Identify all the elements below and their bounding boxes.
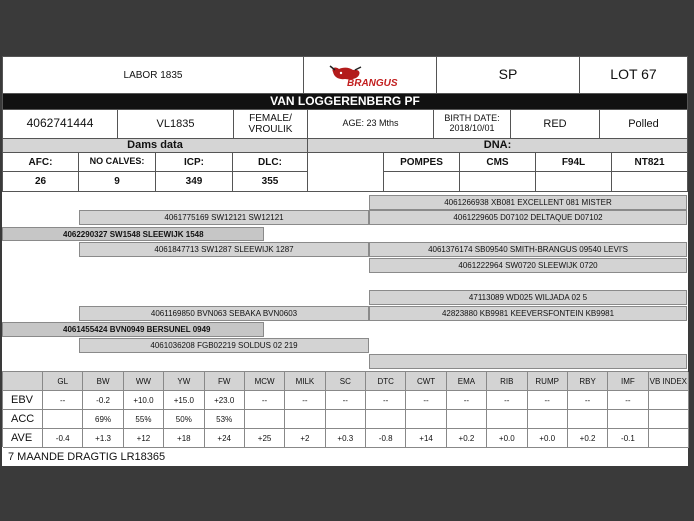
color-cell	[510, 109, 600, 139]
ebv-value-cell: +0.2	[568, 429, 608, 448]
birth-date: 2018/10/01	[449, 123, 495, 133]
sex-cell	[233, 109, 308, 139]
calves-label-cell	[78, 152, 156, 172]
ebv-value-cell	[366, 410, 406, 429]
ebv-value-cell: -0.4	[43, 429, 83, 448]
ebv-value-cell	[285, 410, 325, 429]
dlc-label: DLC:	[258, 156, 282, 168]
ebv-value-cell	[528, 410, 568, 429]
icp-label-cell	[155, 152, 233, 172]
ebv-value-cell: +12	[124, 429, 164, 448]
pedigree-sire-sire	[79, 210, 369, 225]
ebv-value-cell: +15.0	[164, 391, 204, 410]
ebv-value-cell: +10.0	[124, 391, 164, 410]
animal-sex: FEMALE/ VROULIK	[248, 113, 293, 135]
animal-tag-cell	[117, 109, 234, 139]
ebv-value-cell: --	[528, 391, 568, 410]
animal-tag: VL1835	[156, 117, 195, 130]
ebv-value-cell: --	[366, 391, 406, 410]
pedigree-text: 4061222964 SW0720 SLEEWIJK 0720	[458, 261, 598, 270]
polled-cell	[599, 109, 688, 139]
ebv-value-cell: -0.1	[608, 429, 648, 448]
ebv-value-cell: +1.3	[83, 429, 123, 448]
birth-cell	[433, 109, 511, 139]
ebv-value-cell: --	[326, 391, 366, 410]
brangus-logo	[303, 56, 437, 94]
ebv-value-cell: --	[487, 391, 527, 410]
f94l-cell	[535, 152, 612, 172]
animal-age: AGE: 23 Mths	[342, 118, 399, 129]
note-text	[8, 449, 165, 464]
nt821-value-cell	[611, 171, 688, 192]
dna-blank-cell	[307, 152, 384, 192]
nt821-label: NT821	[634, 156, 665, 168]
afc-value-cell	[2, 171, 79, 192]
ebv-row-label: AVE	[3, 429, 43, 448]
ebv-value-cell: +25	[245, 429, 285, 448]
afc-value: 26	[34, 176, 47, 187]
ebv-row-label: ACC	[3, 410, 43, 429]
nt821-cell	[611, 152, 688, 172]
ebv-value-cell: --	[447, 391, 487, 410]
sp-cell	[436, 56, 580, 94]
calves-label: NO CALVES:	[89, 156, 145, 167]
pompes-cell	[383, 152, 460, 172]
icp-label: ICP:	[184, 156, 204, 168]
ebv-value-cell: --	[568, 391, 608, 410]
ebv-value-cell	[608, 410, 648, 429]
sp-text: SP	[498, 66, 518, 83]
ebv-value-cell: 50%	[164, 410, 204, 429]
ebv-header-cell: BW	[83, 372, 123, 391]
pedigree-dam	[2, 322, 264, 337]
animal-color: RED	[543, 117, 567, 130]
breeder-name: VAN LOGGERENBERG PF	[270, 93, 420, 108]
pedigree-text: 4061169850 BVN063 SEBAKA BVN0603	[150, 309, 298, 318]
ebv-value-cell	[649, 391, 689, 410]
afc-label: AFC:	[28, 156, 53, 168]
ebv-value-cell: 53%	[205, 410, 245, 429]
ebv-header-cell: WW	[124, 372, 164, 391]
bull-logo-icon	[325, 62, 415, 88]
pedigree-text: 4061229605 D07102 DELTAQUE D07102	[453, 213, 603, 222]
age-cell	[307, 109, 434, 139]
ebv-header-cell: VB INDEX	[649, 372, 689, 391]
pedigree-sire-sire-dam	[369, 210, 687, 225]
ebv-value-cell: +23.0	[205, 391, 245, 410]
ebv-value-cell	[43, 410, 83, 429]
pedigree-sire	[2, 227, 264, 241]
icp-value-cell	[155, 171, 233, 192]
afc-label-cell	[2, 152, 79, 172]
ebv-header-cell: RUMP	[528, 372, 568, 391]
pedigree-dam-sire-dam	[369, 306, 687, 321]
note-value: 7 MAANDE DRAGTIG LR18365	[8, 450, 166, 463]
dlc-value: 355	[261, 176, 279, 187]
breeder-bar	[2, 93, 688, 110]
ebv-value-cell	[245, 410, 285, 429]
pedigree-text: 4061376174 SB09540 SMITH-BRANGUS 09540 LEVI'S	[428, 245, 628, 254]
pedigree-text: 4061036208 FGB02219 SOLDUS 02 219	[150, 341, 298, 350]
dna-header	[307, 138, 688, 153]
ebv-value-cell: --	[43, 391, 83, 410]
cms-cell	[459, 152, 536, 172]
ebv-header-cell: DTC	[366, 372, 406, 391]
dlc-label-cell	[232, 152, 308, 172]
ebv-header-cell: IMF	[608, 372, 648, 391]
lot-number: LOT 67	[610, 66, 657, 83]
dams-title: Dams data	[127, 139, 183, 152]
pedigree-dam-dam-blank	[369, 354, 687, 369]
lot-card	[2, 56, 688, 466]
cms-value-cell	[459, 171, 536, 192]
ebv-header-cell: RBY	[568, 372, 608, 391]
pedigree-sire-sire-sire	[369, 195, 687, 210]
pompes-value-cell	[383, 171, 460, 192]
pedigree-text: 4061847713 SW1287 SLEEWIJK 1287	[154, 245, 294, 254]
calves-value: 9	[114, 176, 120, 187]
animal-id-cell	[2, 109, 118, 139]
ebv-value-cell: -0.8	[366, 429, 406, 448]
ebv-value-cell	[649, 429, 689, 448]
ebv-header-cell: GL	[43, 372, 83, 391]
ebv-header-cell: MILK	[285, 372, 325, 391]
calves-value-cell	[78, 171, 156, 192]
f94l-label: F94L	[561, 156, 586, 168]
ebv-header-cell: RIB	[487, 372, 527, 391]
ebv-value-cell: +14	[406, 429, 446, 448]
lot-cell	[579, 56, 688, 94]
ebv-value-cell: --	[608, 391, 648, 410]
pedigree-dam-dam	[79, 338, 369, 353]
ebv-value-cell	[447, 410, 487, 429]
ebv-value-cell: --	[406, 391, 446, 410]
ebv-value-cell	[568, 410, 608, 429]
ebv-header-cell: YW	[164, 372, 204, 391]
animal-polled: Polled	[628, 117, 659, 130]
ebv-corner-cell	[3, 372, 43, 391]
ebv-header-cell: SC	[326, 372, 366, 391]
pedigree-text: 4062290327 SW1548 SLEEWIJK 1548	[63, 229, 204, 239]
dna-title: DNA:	[483, 139, 512, 152]
ebv-header-cell: CWT	[406, 372, 446, 391]
ebv-value-cell	[406, 410, 446, 429]
ebv-value-cell: --	[245, 391, 285, 410]
ebv-table	[2, 371, 688, 447]
ebv-value-cell	[649, 410, 689, 429]
birth-label: BIRTH DATE:	[444, 113, 500, 124]
pedigree-text: 42823880 KB9981 KEEVERSFONTEIN KB9981	[441, 309, 615, 318]
f94l-value-cell	[535, 171, 612, 192]
ebv-value-cell: 69%	[83, 410, 123, 429]
pedigree-text: 4061455424 BVN0949 BERSUNEL 0949	[63, 325, 211, 334]
pedigree-text: 47113089 WD025 WILJADA 02 5	[468, 293, 588, 302]
ebv-header-cell: EMA	[447, 372, 487, 391]
ebv-value-cell: +24	[205, 429, 245, 448]
cms-label: CMS	[486, 156, 509, 168]
ebv-value-cell: -0.2	[83, 391, 123, 410]
ebv-value-cell: +2	[285, 429, 325, 448]
ebv-value-cell: +18	[164, 429, 204, 448]
ebv-value-cell: --	[285, 391, 325, 410]
ebv-value-cell: +0.0	[528, 429, 568, 448]
dlc-value-cell	[232, 171, 308, 192]
pedigree-sire-dam-dam	[369, 258, 687, 273]
pedigree-sire-dam-sire	[369, 242, 687, 257]
labor-text: LABOR 1835	[123, 69, 183, 81]
pedigree-text: 4061266938 XB081 EXCELLENT 081 MISTER	[444, 198, 612, 207]
pedigree-dam-sire	[79, 306, 369, 321]
pedigree-dam-sire-sire	[369, 290, 687, 305]
dams-data-header	[2, 138, 308, 153]
ebv-value-cell	[326, 410, 366, 429]
ebv-header-cell: MCW	[245, 372, 285, 391]
pompes-label: POMPES	[400, 156, 443, 168]
animal-id: 4062741444	[26, 116, 94, 131]
ebv-row-label: EBV	[3, 391, 43, 410]
labor-cell	[2, 56, 304, 94]
logo-text: BRANGUS	[347, 78, 398, 88]
icp-value: 349	[185, 176, 203, 187]
ebv-header-cell: FW	[205, 372, 245, 391]
ebv-value-cell: +0.2	[447, 429, 487, 448]
ebv-value-cell	[487, 410, 527, 429]
pedigree-text: 4061775169 SW12121 SW12121	[164, 213, 284, 222]
ebv-value-cell: +0.3	[326, 429, 366, 448]
ebv-value-cell: +0.0	[487, 429, 527, 448]
ebv-value-cell: 55%	[124, 410, 164, 429]
